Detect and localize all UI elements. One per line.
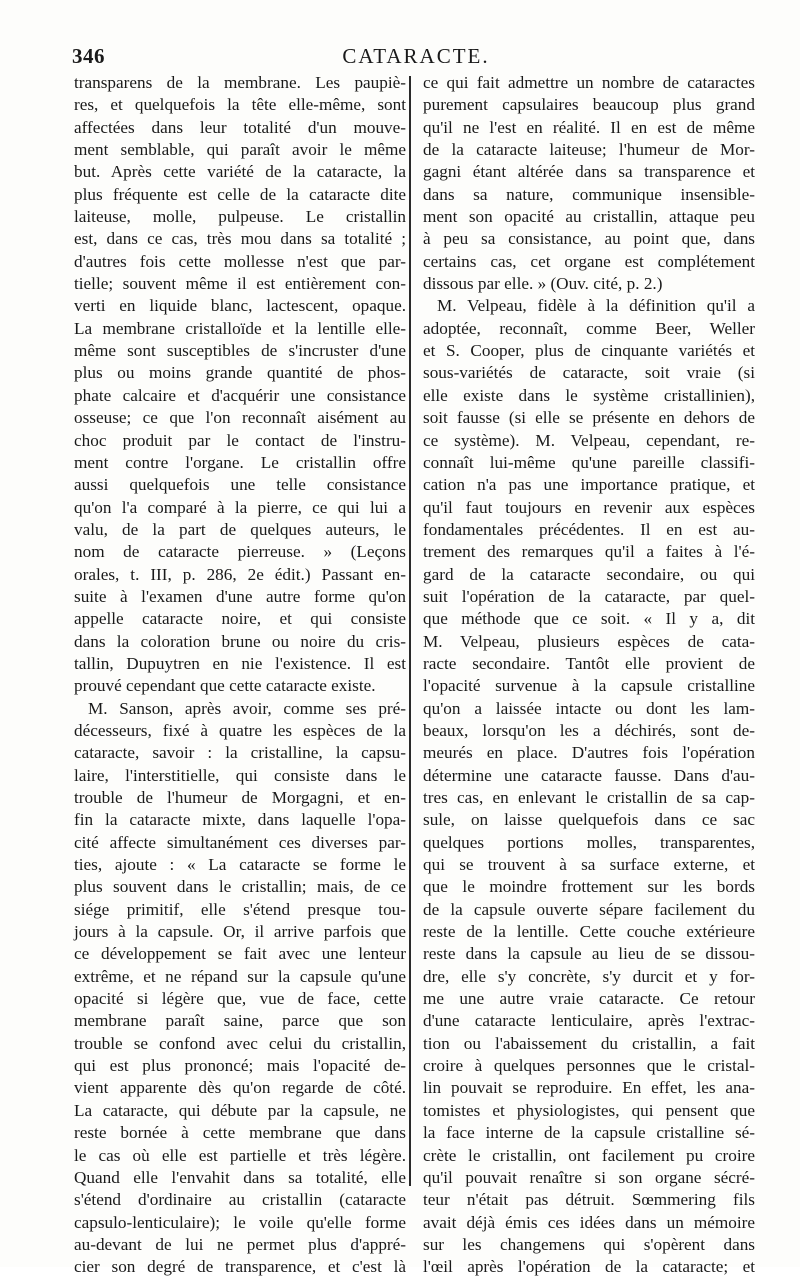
text-line: capsulo-lenticulaire); le voile qu'elle forme — [74, 1212, 406, 1232]
text-line: cité affecte simultanément ces diverses par- — [74, 832, 406, 852]
text-line: ment son opacité au cristallin, attaque peu — [423, 207, 755, 227]
text-line: et S. Cooper, plus de cinquante variétés et — [423, 341, 755, 361]
right-text-column — [423, 72, 755, 1279]
text-line: plus souvent dans le cristallin; mais, de ce — [74, 877, 406, 897]
text-line: s'étend d'ordinaire au cristallin (cataracte — [74, 1190, 406, 1210]
text-line: laiteuse, molle, pulpeuse. Le cristallin — [74, 207, 406, 227]
text-line: d'une cataracte lenticulaire, après l'extrac- — [423, 1011, 755, 1031]
text-line: croire à quelques personnes que le cristal- — [423, 1056, 755, 1076]
text-line: est, dans ce cas, très mou dans sa totalité ; — [74, 229, 406, 249]
text-line: ce qui fait admettre un nombre de cataractes — [423, 73, 755, 92]
text-line: adoptée, reconnaît, comme Beer, Weller — [423, 318, 755, 338]
text-line: beaux, lorsqu'on les a déchirés, sont de- — [423, 720, 755, 740]
text-line: dre, elle s'y concrète, s'y durcit et y for- — [423, 966, 755, 986]
left-text-column — [74, 72, 406, 1279]
text-line: tielle; souvent même il est entièrement con- — [74, 274, 406, 294]
text-line: sous-variétés de cataracte, soit vraie (si — [423, 363, 755, 383]
text-line: phate calcaire et d'acquérir une consistance — [74, 385, 406, 405]
text-line: décesseurs, fixé à quatre les espèces de la — [74, 720, 406, 740]
text-line: connaît lui-même qu'une pareille classifi- — [423, 452, 755, 472]
text-line: elle existe dans le système cristallinien), — [423, 385, 755, 405]
text-line: purement capsulaires beaucoup plus grand — [423, 95, 755, 115]
text-line: cation n'a pas une importance pratique, et — [423, 475, 755, 495]
text-line: but. Après cette variété de la cataracte, la — [74, 162, 406, 182]
text-line: au-devant de lui ne permet plus d'appré- — [74, 1234, 406, 1254]
text-line: cataracte, savoir : la cristalline, la capsu- — [74, 743, 406, 763]
text-line: plus fréquente est celle de la cataracte dite — [74, 184, 406, 204]
text-line: choc produit par le contact de l'instru- — [74, 430, 406, 450]
text-line: ties, ajoute : « La cataracte se forme le — [74, 855, 406, 875]
text-line: transparens de la membrane. Les paupiè- — [74, 73, 406, 92]
text-line: La membrane cristalloïde et la lentille elle- — [74, 318, 406, 338]
text-line: ce système). M. Velpeau, cependant, re- — [423, 430, 755, 450]
text-line: lin pouvait se reproduire. En effet, les ana- — [423, 1078, 755, 1098]
text-line: sur les changemens qui s'opèrent dans — [423, 1234, 755, 1254]
text-line: qu'on l'a comparé à la pierre, ce qui lui a — [74, 497, 406, 517]
text-line: l'opacité survenue à la capsule cristalline — [423, 676, 755, 696]
text-line: qu'il ne l'est en réalité. Il en est de même — [423, 117, 755, 137]
text-line: trouble de l'humeur de Morgagni, et en- — [74, 788, 406, 807]
text-line: d'autres fois cette mollesse n'est que par- — [74, 251, 406, 271]
text-line: ment contre l'organe. Le cristallin offre — [74, 452, 406, 472]
text-line: jours à la capsule. Or, il arrive parfois que — [74, 922, 406, 942]
text-line: même sont susceptibles de s'incruster d'une — [74, 341, 406, 361]
text-line: plus ou moins grande quantité de phos- — [74, 363, 406, 383]
text-line: gagni étant altérée dans sa transparence et — [423, 162, 755, 182]
text-line: tres cas, en enlevant le cristallin de sa cap- — [423, 788, 755, 807]
text-line: osseuse; ce que l'on reconnaît aisément au — [74, 408, 406, 428]
text-line: tomistes et physiologistes, qui pensent que — [423, 1100, 755, 1120]
text-line: reste de la lentille. Cette couche extérieure — [423, 922, 755, 942]
page-header — [72, 44, 760, 74]
text-line: valu, de la part de quelques auteurs, le — [74, 519, 406, 539]
text-line: tion ou l'abaissement du cristallin, a fait — [423, 1033, 755, 1053]
text-line: teur n'était pas détruit. Sœmmering fils — [423, 1190, 755, 1210]
text-line: que le moindre frottement sur les bords — [423, 877, 755, 897]
text-line: le cas où elle est partielle et très légère. — [74, 1145, 406, 1165]
text-line: que méthode que ce soit. « Il y a, dit — [423, 609, 755, 629]
text-line: vient apparente dès qu'on regarde de côté. — [74, 1078, 406, 1098]
text-line: La cataracte, qui débute par la capsule, ne — [74, 1100, 406, 1120]
text-line: cier son degré de transparence, et c'est là — [74, 1257, 406, 1277]
text-line: de la capsule ouverte sépare facilement du — [423, 899, 755, 919]
text-line: qui est plus prononcé; mais l'opacité de- — [74, 1056, 406, 1076]
text-line: soit fausse (si elle se présente en dehors de — [423, 408, 755, 428]
text-line: ment semblable, qui paraît avoir le même — [74, 140, 406, 160]
text-line: orales, t. III, p. 286, 2e édit.) Passant en- — [74, 564, 406, 584]
text-line: de la cataracte laiteuse; l'humeur de Mor- — [423, 140, 755, 160]
text-line: détermine une cataracte fausse. Dans d'au- — [423, 765, 755, 785]
text-line: suite à l'examen d'une autre forme qu'on — [74, 586, 406, 606]
text-line: laire, l'interstitielle, qui consiste dans le — [74, 765, 406, 785]
text-line: avait déjà émis ces idées dans un mémoire — [423, 1212, 755, 1232]
text-line: certains cas, cet organe est complétement — [423, 251, 755, 271]
text-line: qu'il pouvait renaître si son organe sécré- — [423, 1167, 755, 1187]
text-line: verti en liquide blanc, lactescent, opaque. — [74, 296, 406, 316]
text-line: prouvé cependant que cette cataracte existe. — [74, 676, 376, 696]
text-line: quelques portions molles, transparentes, — [423, 832, 755, 852]
text-line: res, et quelquefois la tête elle-même, sont — [74, 95, 406, 115]
text-line: M. Velpeau, plusieurs espèces de cata- — [423, 631, 755, 651]
page-number: 346 — [72, 44, 105, 68]
text-line: racte secondaire. Tantôt elle provient de — [423, 653, 755, 673]
text-line: reste bornée à cette membrane que dans — [74, 1123, 406, 1143]
text-line: extrême, et ne répand sur la capsule qu'une — [74, 966, 406, 986]
column-divider — [409, 76, 411, 1186]
running-title: CATARACTE. — [342, 44, 490, 68]
text-line: l'œil après l'opération de la cataracte; et — [423, 1257, 755, 1277]
text-line: meurés en place. D'autres fois l'opération — [423, 743, 755, 763]
text-line: siége primitif, elle s'étend presque tou- — [74, 899, 406, 919]
text-line: crète le cristallin, ont facilement pu croire — [423, 1145, 755, 1165]
text-line: appelle cataracte noire, et qui consiste — [74, 609, 406, 629]
text-line: affectées dans leur totalité d'un mouve- — [74, 117, 406, 137]
text-line: M. Sanson, après avoir, comme ses pré- — [88, 698, 406, 718]
text-line: gard de la cataracte secondaire, ou qui — [423, 564, 755, 584]
text-line: sule, on laisse quelquefois dans ce sac — [423, 810, 755, 830]
text-line: ce développement se fait avec une lenteur — [74, 944, 406, 964]
text-line: nom de cataracte pierreuse. » (Leçons — [74, 542, 406, 562]
text-line: me une autre vraie cataracte. Ce retour — [423, 989, 755, 1009]
text-line: qu'il faut toujours en revenir aux espèces — [423, 497, 755, 517]
text-line: fin la cataracte mixte, dans laquelle l'opa- — [74, 810, 406, 830]
text-line: fondamentales précédentes. Il en est au- — [423, 519, 755, 539]
text-line: dans la coloration brune ou noire du cris- — [74, 631, 406, 651]
text-line: suit l'opération de la cataracte, par quel- — [423, 586, 755, 606]
text-line: dans sa nature, communique insensible- — [423, 184, 755, 204]
text-line: trement des remarques qu'il a faites à l'é- — [423, 542, 755, 562]
text-line: aussi quelquefois une telle consistance — [74, 475, 406, 495]
text-line: tallin, Dupuytren en nie l'existence. Il est — [74, 653, 406, 673]
text-line: qu'on a laissée intacte ou dont les lam- — [423, 698, 755, 718]
text-line: la face interne de la capsule cristalline sé- — [423, 1123, 755, 1143]
text-line: Quand elle l'envahit dans sa totalité, elle — [74, 1167, 406, 1187]
text-line: M. Velpeau, fidèle à la définition qu'il a — [437, 296, 755, 316]
text-line: dissous par elle. » (Ouv. cité, p. 2.) — [423, 274, 663, 294]
text-line: à peu sa consistance, au point que, dans — [423, 229, 755, 249]
text-line: opacité si légère que, vue de face, cette — [74, 989, 406, 1009]
text-line: membrane paraît saine, parce que son — [74, 1011, 406, 1031]
text-line: trouble se confond avec celui du cristallin, — [74, 1033, 406, 1053]
text-line: qui se trouvent à sa surface externe, et — [423, 855, 755, 875]
text-line: reste dans la capsule au lieu de se dissou- — [423, 944, 755, 964]
